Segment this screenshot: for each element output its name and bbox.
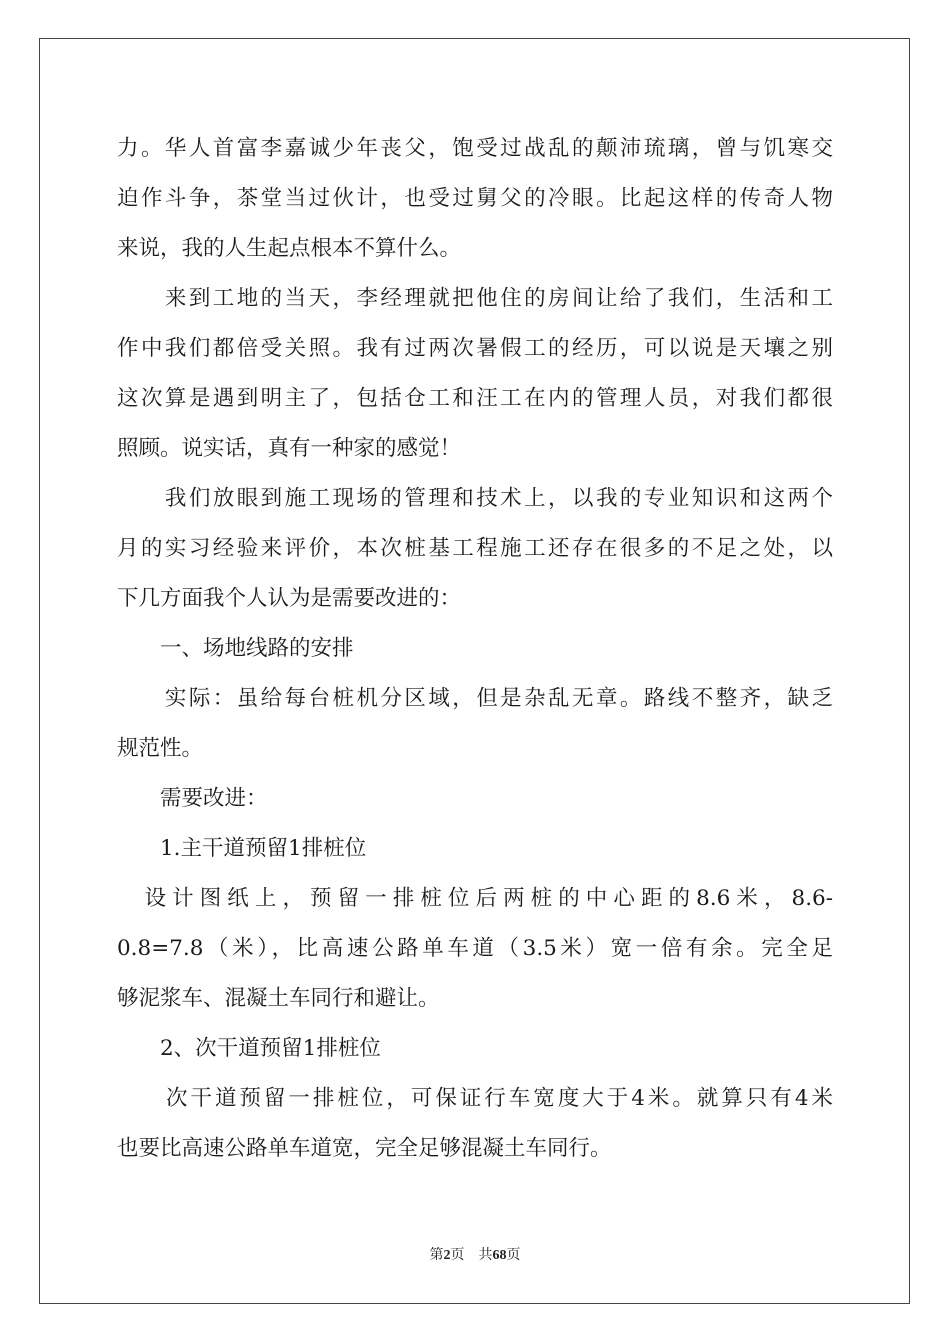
body-line: 来说，我的人生起点根本不算什么。 [117,236,462,261]
body-line: 需要改进： [117,786,268,811]
body-line: 来到工地的当天，李经理就把他住的房间让给了我们，生活和工 [117,286,833,311]
subsection-heading: 2、次干道预留1排桩位 [117,1036,381,1061]
body-line: 月的实习经验来评价，本次桩基工程施工还存在很多的不足之处，以 [117,536,833,561]
body-line: 次干道预留一排桩位，可保证行车宽度大于4米。就算只有4米 [117,1086,833,1111]
body-line: 这次算是遇到明主了，包括仓工和汪工在内的管理人员，对我们都很 [117,386,833,411]
body-line: 力。华人首富李嘉诚少年丧父，饱受过战乱的颠沛琉璃，曾与饥寒交 [117,136,833,161]
footer-prefix: 第 [429,1248,444,1263]
body-line: 我们放眼到施工现场的管理和技术上，以我的专业知识和这两个 [117,486,833,511]
body-line: 作中我们都倍受关照。我有过两次暑假工的经历，可以说是天壤之别 [117,336,833,361]
body-line: 实际：虽给每台桩机分区域，但是杂乱无章。路线不整齐，缺乏 [117,686,833,711]
page-border [39,38,910,1304]
body-line: 0.8=7.8（米），比高速公路单车道（3.5米）宽一倍有余。完全足 [117,936,833,961]
body-line: 设计图纸上，预留一排桩位后两桩的中心距的8.6米，8.6- [117,886,833,911]
body-line: 迫作斗争，茶堂当过伙计，也受过舅父的冷眼。比起这样的传奇人物 [117,186,833,211]
page-footer [0,1244,950,1264]
current-page-number: 2 [443,1248,451,1263]
total-page-count: 68 [492,1248,507,1263]
section-heading: 一、场地线路的安排 [117,636,354,661]
body-line: 规范性。 [117,736,204,761]
body-line: 也要比高速公路单车道宽，完全足够混凝土车同行。 [117,1136,612,1161]
body-line: 下几方面我个人认为是需要改进的： [117,586,462,611]
footer-mid: 页 共 [450,1248,493,1263]
subsection-heading: 1.主干道预留1排桩位 [117,836,367,861]
body-line: 够泥浆车、混凝土车同行和避让。 [117,986,440,1011]
body-line: 照顾。说实话，真有一种家的感觉！ [117,436,462,461]
footer-suffix: 页 [506,1248,521,1263]
